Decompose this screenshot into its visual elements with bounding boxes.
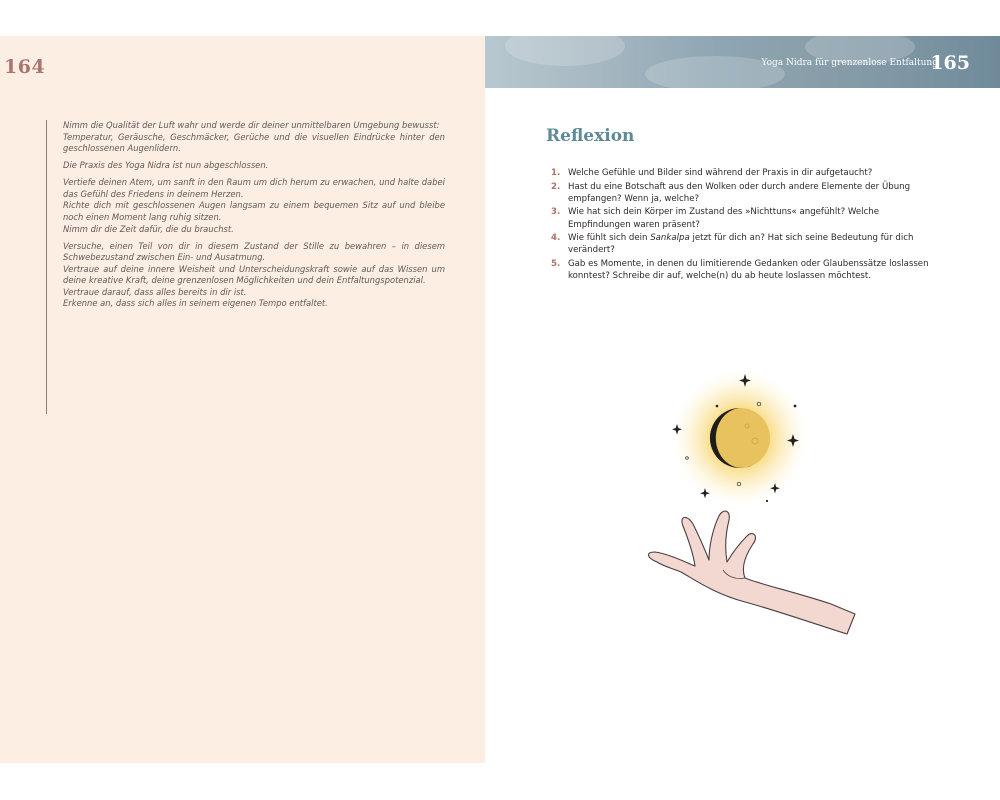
question-text-start: Wie fühlt sich dein bbox=[568, 233, 651, 244]
moon-dot bbox=[719, 432, 722, 435]
question-number: 2. bbox=[551, 181, 561, 192]
watercolor-header-band bbox=[485, 36, 1000, 88]
paragraph bbox=[63, 120, 445, 155]
sentence: Versuche, einen Teil von dir in diesem Zustand der Stille zu bewahren – in diesem Schwebezustand zwischen Ein- und Ausatmung. bbox=[63, 240, 445, 263]
reflection-question-list bbox=[551, 167, 943, 284]
sentence: Richte dich mit geschlossenen Augen langsam zu einem bequemen Sitz auf und bleibe noch einen Moment lang ruhig sitzen. bbox=[63, 200, 445, 222]
list-item bbox=[551, 206, 943, 230]
hand-icon bbox=[648, 511, 855, 634]
star-dot bbox=[716, 405, 719, 408]
question-emphasis: Sankalpa bbox=[650, 233, 690, 244]
paragraph bbox=[63, 241, 445, 311]
meditation-text-block bbox=[46, 120, 445, 414]
list-item bbox=[551, 167, 943, 179]
question-text: Wie hat sich dein Körper im Zustand des »Nichttuns« angefühlt? Welche Empfindungen waren präsent? bbox=[568, 207, 880, 230]
question-text: Welche Gefühle und Bilder sind während der Praxis in dir aufgetaucht? bbox=[568, 168, 873, 178]
sentence: Nimm dir die Zeit dafür, die du brauchst. bbox=[63, 223, 234, 234]
hand-moon-illustration bbox=[635, 366, 875, 636]
question-number: 5. bbox=[551, 258, 561, 269]
list-item bbox=[551, 258, 943, 282]
paragraph bbox=[63, 177, 445, 235]
page-number-right: 165 bbox=[930, 52, 970, 74]
question-number: 1. bbox=[551, 168, 561, 178]
cloud-texture bbox=[505, 26, 625, 66]
sentence: Die Praxis des Yoga Nidra ist nun abgeschlossen. bbox=[63, 160, 269, 171]
question-text: Hast du eine Botschaft aus den Wolken oder durch andere Elemente der Übung empfangen? Wenn ja, welche? bbox=[568, 181, 911, 204]
list-item bbox=[551, 181, 943, 205]
sentence: Erkenne an, dass sich alles in seinem eigenen Tempo entfaltet. bbox=[63, 298, 328, 309]
question-number: 3. bbox=[551, 207, 561, 218]
sentence: Vertraue auf deine innere Weisheit und Unterscheidungskraft sowie auf das Wissen um deine kreative Kraft, deine grenzenlosen Möglichkeiten und dein Entfaltungspotenzial. bbox=[63, 263, 445, 286]
hand-holding-moon-icon bbox=[635, 366, 875, 636]
section-heading: Reflexion bbox=[546, 126, 635, 146]
sentence: Temperatur, Geräusche, Geschmäcker, Gerüche und die visuellen Eindrücke hinter den geschlossenen Augenlidern. bbox=[63, 131, 445, 154]
running-header-title: Yoga Nidra für grenzenlose Entfaltung bbox=[761, 58, 938, 68]
page-number-left: 164 bbox=[4, 56, 46, 78]
sentence: Vertraue darauf, dass alles bereits in dir ist. bbox=[63, 286, 247, 297]
sentence: Vertiefe deinen Atem, um sanft in den Raum um dich herum zu erwachen, und halte dabei das Gefühl des Friedens in deinem Herzen. bbox=[63, 177, 445, 199]
sentence: Nimm die Qualität der Luft wahr und werde dir deiner unmittelbaren Umgebung bewusst: bbox=[63, 120, 440, 130]
moon-dot bbox=[732, 457, 734, 459]
star-dot bbox=[766, 500, 768, 502]
right-page bbox=[485, 36, 1000, 763]
list-item bbox=[551, 232, 943, 256]
question-text: Gab es Momente, in denen du limitierende Gedanken oder Glaubenssätze loslassen konntest? Schreibe dir auf, welche(n) du ab heute loslassen möchtest. bbox=[568, 258, 929, 282]
question-text-end: jetzt für dich an? Hat sich seine Bedeutung für dich verändert? bbox=[568, 233, 914, 256]
moon-dot bbox=[725, 446, 730, 451]
star-dot bbox=[794, 405, 797, 408]
question-number: 4. bbox=[551, 233, 561, 244]
paragraph bbox=[63, 160, 445, 172]
left-page bbox=[0, 36, 485, 763]
